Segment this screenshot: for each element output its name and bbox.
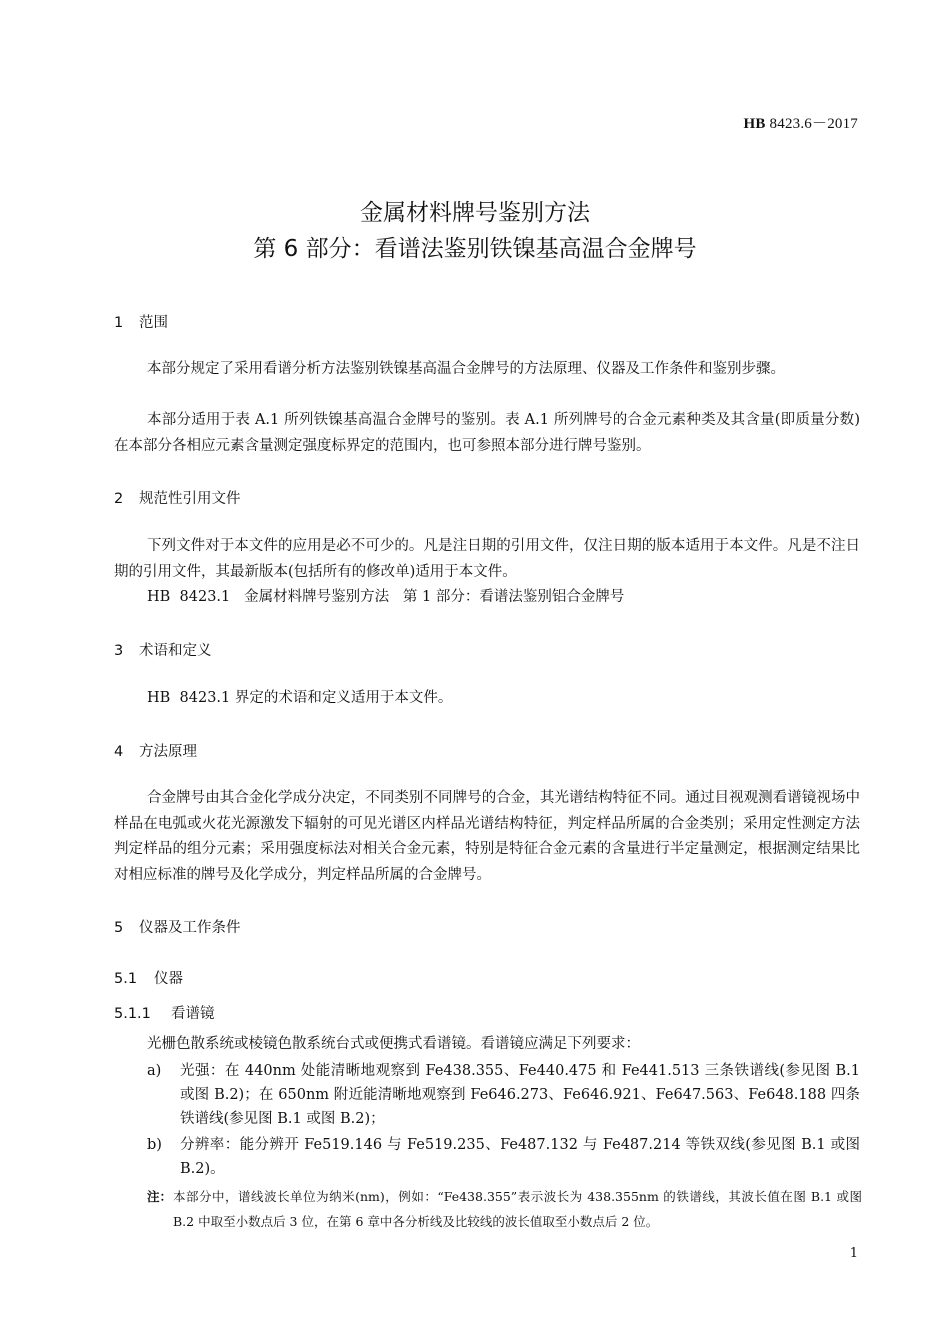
paragraph: 本部分规定了采用看谱分析方法鉴别铁镍基高温合金牌号的方法原理、仪器及工作条件和鉴别步骤。 [147,361,785,377]
list-item [147,1133,860,1181]
section-heading-5 [114,916,241,937]
list-item-label: b) [147,1137,162,1153]
paragraph: 合金牌号由其合金化学成分决定，不同类别不同牌号的合金，其光谱结构特征不同。通过目视观测看谱镜视场中样品在电弧或火花光源激发下辐射的可见光谱区内样品光谱结构特征，判定样品所属的合金类别；采用定性测定方法判定样品的组分元素；采用强度标法对相关合金元素，特别是特征合金元素的含量进行半定量测定，根据测定结果比对相应标准的牌号及化学成分，判定样品所属的合金牌号。 [114,790,860,883]
paragraph: 光栅色散系统或棱镜色散系统台式或便携式看谱镜。看谱镜应满足下列要求： [147,1036,640,1052]
list-item-label: a) [147,1063,162,1079]
section-number: 3 [114,643,124,659]
section-title: 仪器及工作条件 [139,920,241,936]
list-item [147,1059,860,1131]
list-item-text: 分辨率：能分辨开 Fe519.146 与 Fe519.235、Fe487.132 与 Fe487.214 等铁双线(参见图 B.1 或图 B.2)。 [180,1137,860,1177]
section-title: 术语和定义 [139,643,212,659]
subsection-heading-5-1-1 [114,1002,215,1023]
section-title: 范围 [139,315,168,331]
document-title: 金属材料牌号鉴别方法 [360,200,590,226]
paragraph: 下列文件对于本文件的应用是必不可少的。凡是注日期的引用文件，仅注日期的版本适用于本文件。凡是不注日期的引用文件，其最新版本(包括所有的修改单)适用于本文件。 [114,538,860,580]
document-subtitle: 第 6 部分：看谱法鉴别铁镍基高温合金牌号 [253,236,697,262]
section-title: 看谱镜 [171,1006,215,1022]
section-heading-2 [114,487,241,508]
section-number: 2 [114,491,124,507]
subsection-heading-5-1 [114,967,183,988]
note [147,1184,862,1234]
section-number: 1 [114,315,124,331]
standard-code: 8423.6－2017 [769,116,858,132]
section-number: 4 [114,744,124,760]
paragraph: 本部分适用于表 A.1 所列铁镍基高温合金牌号的鉴别。表 A.1 所列牌号的合金元素种类及其含量(即质量分数)在本部分各相应元素含量测定强度标界定的范围内，也可参照本部分进行牌号鉴别。 [114,412,860,454]
normative-reference: HB 8423.1 金属材料牌号鉴别方法 第 1 部分：看谱法鉴别铝合金牌号 [147,589,625,605]
section-number: 5.1.1 [114,1006,151,1022]
section-number: 5 [114,920,124,936]
note-label: 注： [147,1189,173,1204]
paragraph: HB 8423.1 界定的术语和定义适用于本文件。 [147,690,453,706]
standard-prefix: HB [743,116,766,132]
section-title: 方法原理 [139,744,197,760]
list-item-text: 光强：在 440nm 处能清晰地观察到 Fe438.355、Fe440.475 和 Fe441.513 三条铁谱线(参见图 B.1 或图 B.2)；在 650nm 附近能清晰地观察到 Fe646.273、Fe646.921、Fe647.563、Fe648.188 四条铁谱线(参见图 B.1 或图 B.2)； [180,1063,860,1127]
section-title: 仪器 [154,971,183,987]
note-text: 本部分中，谱线波长单位为纳米(nm)，例如：“Fe438.355”表示波长为 438.355nm 的铁谱线，其波长值在图 B.1 或图 B.2 中取至小数点后 3 位，在第 6 章中各分析线及比较线的波长值取至小数点后 2 位。 [173,1189,862,1229]
page-number: 1 [849,1246,858,1261]
section-number: 5.1 [114,971,138,987]
standard-number [744,112,858,133]
section-heading-4 [114,740,197,761]
section-title: 规范性引用文件 [139,491,241,507]
section-heading-3 [114,639,212,660]
section-heading-1 [114,311,168,332]
